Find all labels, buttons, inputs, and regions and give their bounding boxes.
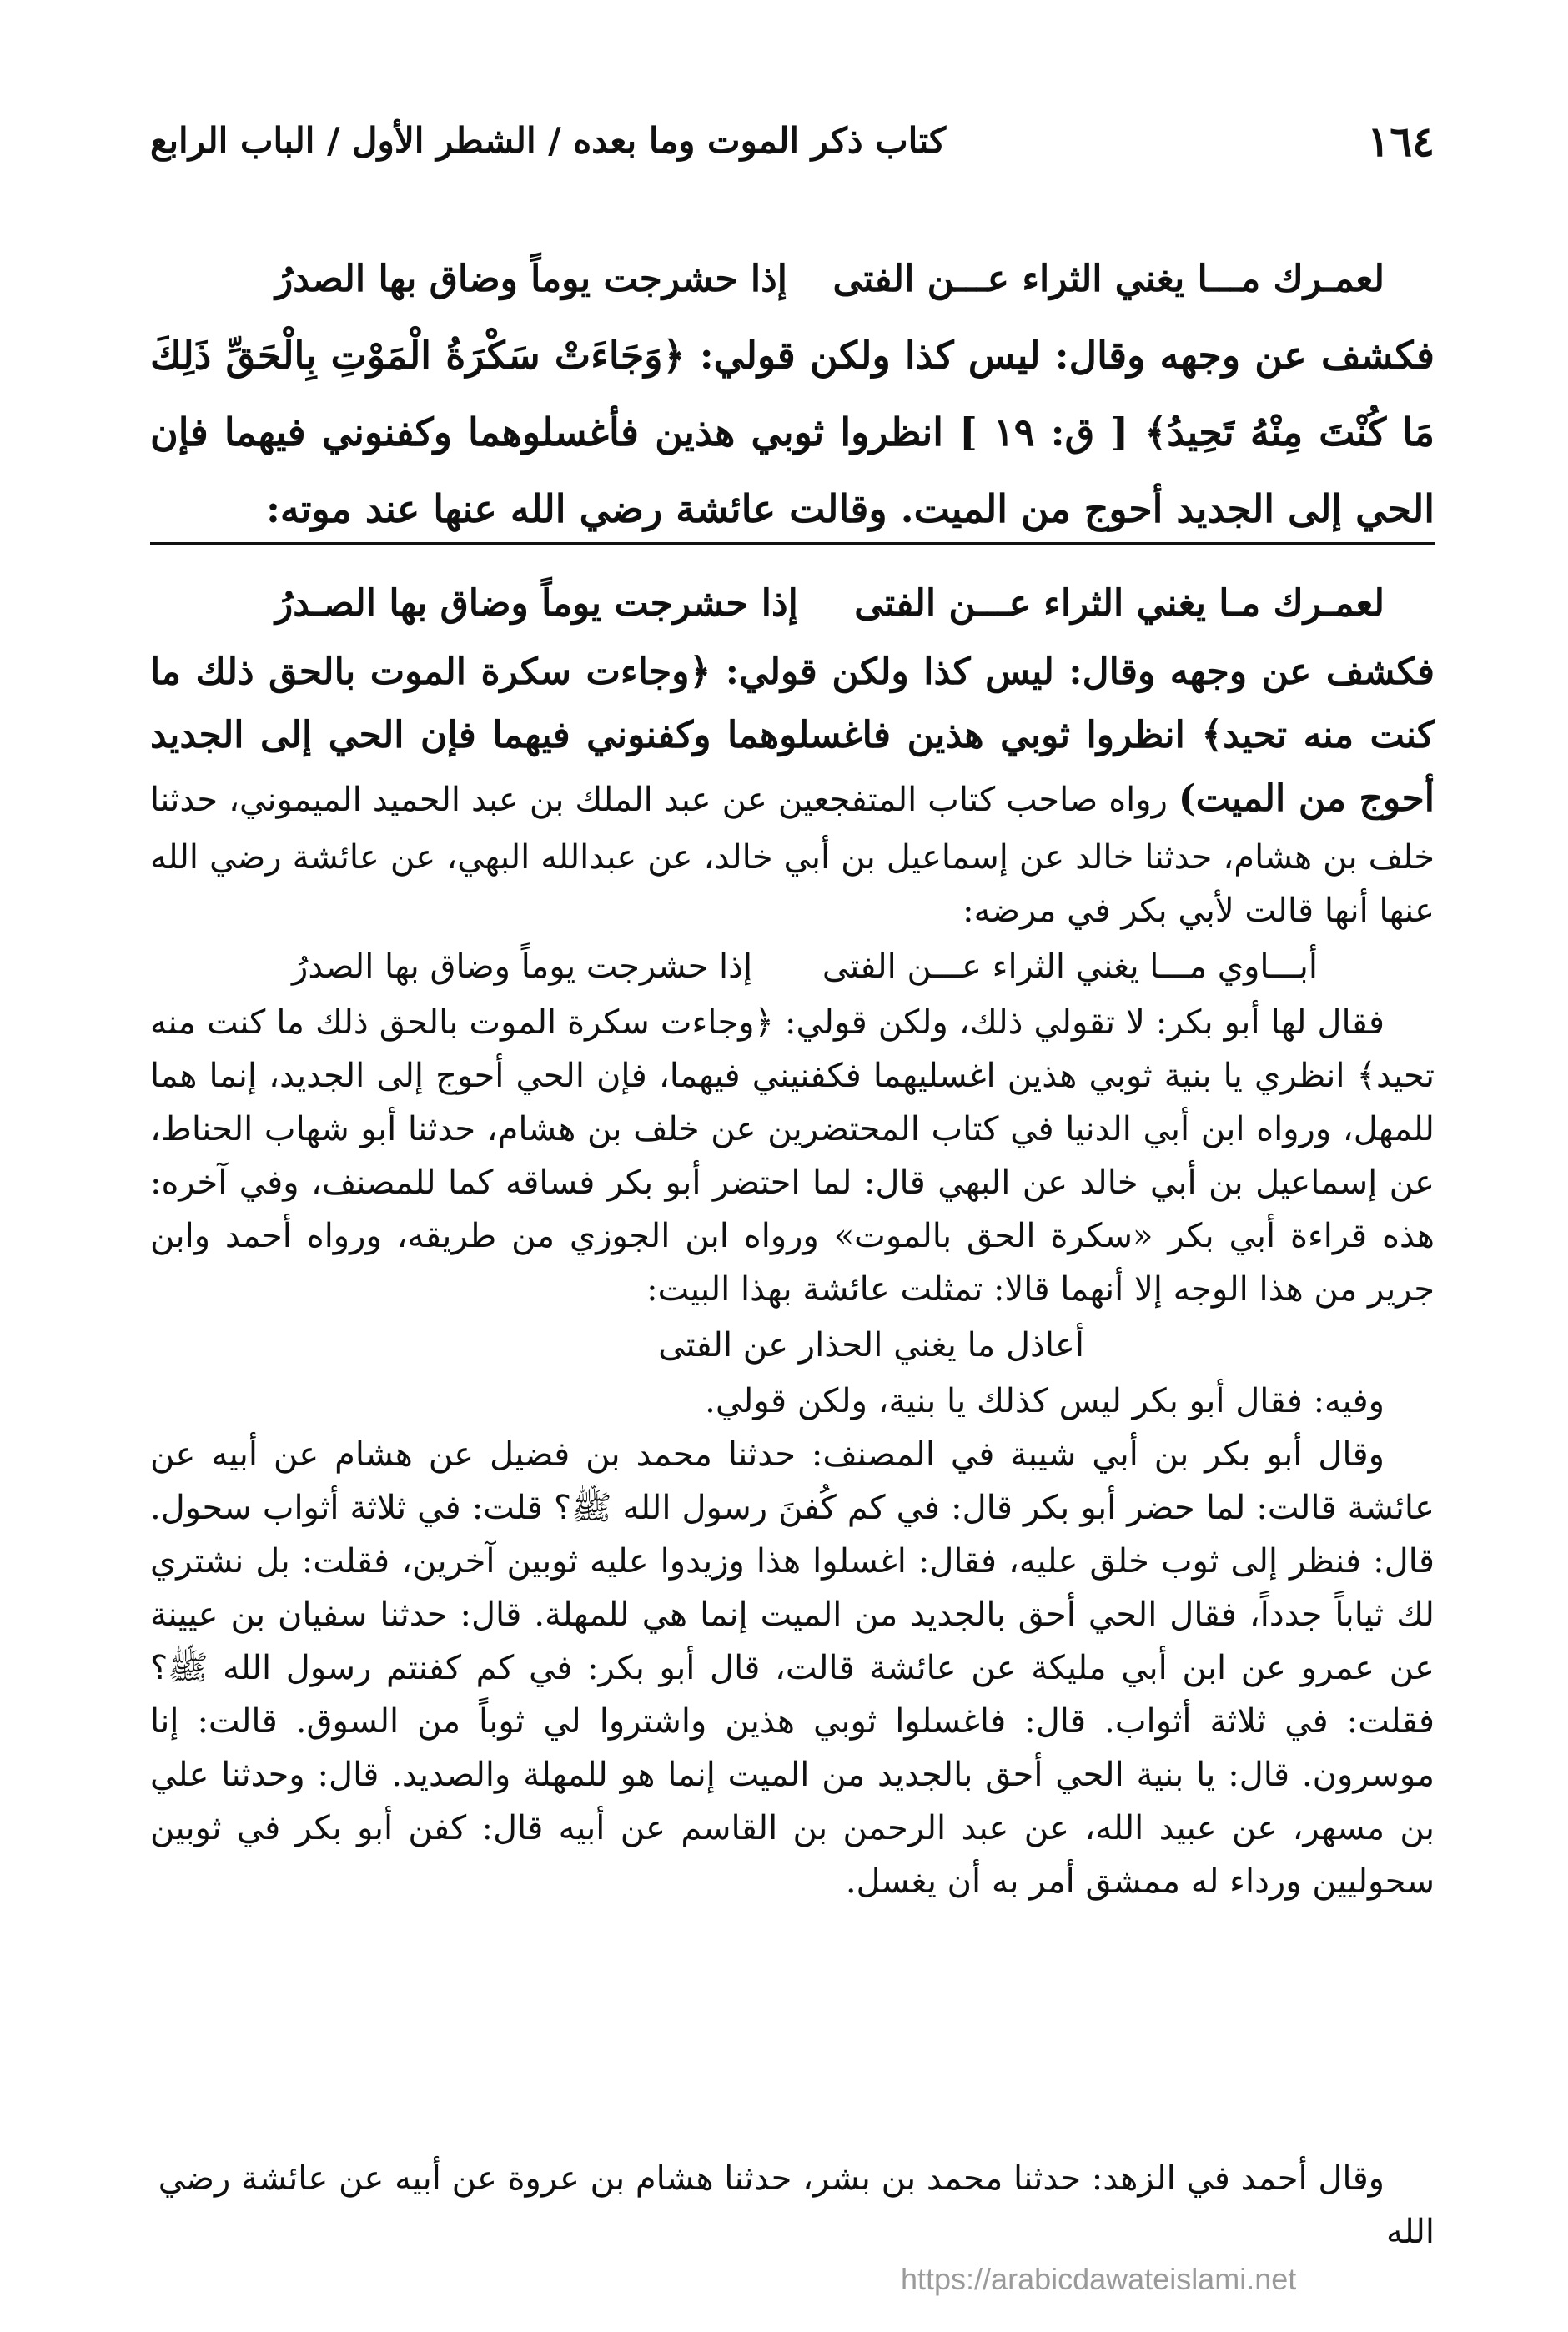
commentary-paragraph-3: وفيه: فقال أبو بكر ليس كذلك يا بنية، ولكن قولي. — [705, 1382, 1385, 1420]
commentary-text — [150, 567, 1435, 1908]
separator-line — [150, 542, 1435, 545]
verse-second-hemistich: إذا حشرجت يوماً وضاق بها الصدرُ — [275, 258, 787, 300]
verse-first-hemistich: لعمـرك مـا يغني الثراء عـــن الفتى — [854, 582, 1385, 625]
verse-first-hemistich: لعمـرك مـــا يغني الثراء عـــن الفتى — [832, 258, 1385, 300]
last-line: وقال أحمد في الزهد: حدثنا محمد بن بشر، حدثنا هشام بن عروة عن أبيه عن عائشة رضي الله — [158, 2159, 1435, 2251]
page-number: ١٦٤ — [1367, 117, 1435, 166]
commentary-paragraph-4: وقال أبو بكر بن أبي شيبة في المصنف: حدثنا محمد بن فضيل عن هشام عن أبيه عن عائشة قالت: لما حضر أبو بكر قال: في كم كُفنَ رسول الله ﷺ؟ قلت: في ثلاثة أثواب سحول. قال: فنظر إلى ثوب خلق عليه، فقال: اغسلوا هذا وزيدوا عليه ثوبين آخرين، فقلت: بل نشتري لك ثياباً جدداً، فقال الحي أحق بالجديد من الميت إنما هي للمهلة. قال: حدثنا سفيان بن عيينة عن عمرو عن ابن أبي مليكة عن عائشة قالت، قال أبو بكر: في كم كفنتم رسول الله ﷺ؟ فقلت: في ثلاثة أثواب. قال: فاغسلوا ثوبي هذين واشتروا لي ثوباً من السوق. قالت: إنا موسرون. قال: يا بنية الحي أحق بالجديد من الميت إنما هو للمهلة والصديد. قال: وحدثنا علي بن مسهر، عن عبيد الله، عن عبد الرحمن بن القاسم عن أبيه قال: كفن أبو بكر في ثوبين سحوليين ورداء له ممشق أمر به أن يغسل. — [150, 1435, 1435, 1901]
running-title: كتاب ذكر الموت وما بعده / الشطر الأول / الباب الرابع — [150, 120, 947, 161]
original-paragraph: فكشف عن وجهه وقال: ليس كذا ولكن قولي: ﴿وَجَاءَتْ سَكْرَةُ الْمَوْتِ بِالْحَقِّ ذَلِكَ مَا كُنْتَ مِنْهُ تَحِيدُ﴾ [ ق: ١٩ ] انظروا ثوبي هذين فأغسلوهما وكفنوني فيهما فإن الحي إلى الجديد أحوج من الميت. وقالت عائشة رضي الله عنها عند موته: — [150, 333, 1435, 531]
quoted-matn: فكشف عن وجهه وقال: ليس كذا ولكن قولي: ﴿وجاءت سكرة الموت بالحق ذلك ما كنت منه تحيد﴾ انظروا ثوبي هذين فاغسلوهما وكفنوني فيهما فإن الحي إلى الجديد أحوج من الميت) — [150, 651, 1435, 820]
poem-hemistich: أعاذل ما يغني الحذار عن الفتى — [658, 1326, 1084, 1365]
commentary-paragraph-2: فقال لها أبو بكر: لا تقولي ذلك، ولكن قولي: ﴿وجاءت سكرة الموت بالحق ذلك ما كنت منه تحيد﴾ انظري يا بنية ثوبي هذين اغسليهما فكفنيني فيهما، فإن الحي أحوج إلى الجديد، إنما هما للمهل، ورواه ابن أبي الدنيا في كتاب المحتضرين عن خلف بن هشام، حدثنا أبو شهاب الحناط، عن إسماعيل بن أبي خالد عن البهي قال: لما احتضر أبو بكر فساقه كما للمصنف، وفي آخره: هذه قراءة أبي بكر «سكرة الحق بالموت» ورواه ابن الجوزي من طريقه، ورواه أحمد وابن جرير من هذا الوجه إلا أنهما قالا: تمثلت عائشة بهذا البيت: — [150, 1003, 1435, 1309]
commentary-verse — [275, 567, 1385, 641]
page-header — [150, 117, 1435, 175]
poem-verse — [275, 242, 1385, 317]
verse-second-hemistich: إذا حشرجت يوماً وضاق بها الصدرُ — [292, 947, 753, 986]
commentary-text-1: رواه صاحب كتاب المتفجعين عن عبد الملك بن عبد الحميد الميموني، حدثنا خلف بن هشام، حدثنا خالد عن إسماعيل بن أبي خالد، عن عبدالله البهي، عن عائشة رضي الله عنها أنها قالت لأبي بكر في مرضه: — [150, 781, 1435, 930]
watermark-url: https://arabicdawateislami.net — [901, 2262, 1297, 2296]
original-text — [150, 242, 1435, 547]
commentary-verse-2 — [292, 937, 1318, 996]
verse-second-hemistich: إذا حشرجت يوماً وضاق بها الصـدرُ — [275, 582, 798, 625]
commentary-paragraph-1 — [150, 641, 1435, 937]
verse-first-hemistich: أبـــاوي مـــا يغني الثراء عـــن الفتى — [822, 947, 1318, 986]
